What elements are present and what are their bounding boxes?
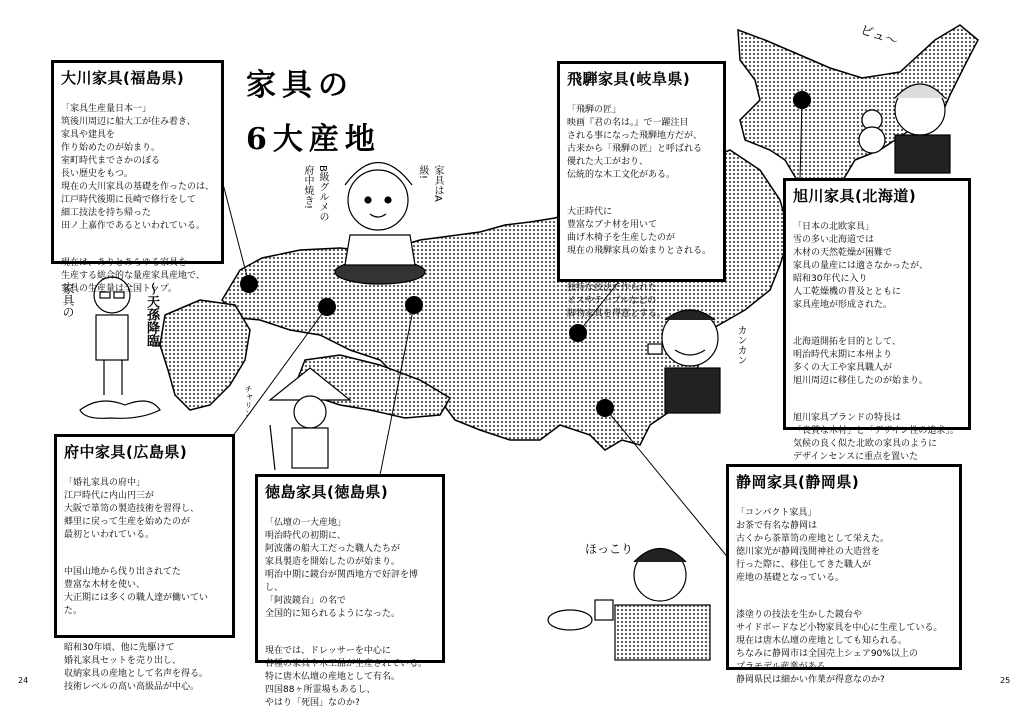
note-kankan: カンカン [735,325,746,365]
box-fuchu [54,434,235,692]
box-shizuoka-p2: 漆塗りの技法を生かした鏡台や サイドボードなど小物家具を中心に生産している。 現在は唐木仏壇の産地としても知られる。 ちなみに静岡市は全国売上シェア90%以上の プラモデル産業がある。 静岡県民は細かい作業が得意なのか? [736,610,943,685]
box-shizuoka-title: 静岡家具(静岡県) [736,473,860,491]
box-hida [557,61,726,319]
page-number-right: 25 [1000,676,1011,685]
note-god-of-furniture: 家具の [61,282,75,318]
maid-character [335,163,425,285]
box-asahikawa-p3: 旭川家具ブランドの特長は 「良質な木材」と「デザイン性の追求」。 気候の良く似た北欧の家具のように デザインセンスに重点を置いた [793,413,959,462]
box-hida-p1: 「飛騨の匠」 映画『君の名は。』で一躍注目 される事になった飛騨地方だが、 古来から「飛騨の匠」と呼ばれる 優れた大工がおり、 伝統的な木工文化がある。 [567,105,703,180]
box-hida-title: 飛騨家具(岐阜県) [567,70,691,88]
box-tokushima-title: 徳島家具(徳島県) [265,483,389,501]
box-fuchu-p3: 昭和30年頃、他に先駆けて 婚礼家具セットを売り出し、 収納家具の産地として名声を得る。 技術レベルの高い高級品が中心。 [64,643,209,692]
box-tokushima-p2: 現在では、ドレッサーを中心に 各種の家具や木工品が生産されている。 特に唐木仏壇の産地として有名。 四国88ヶ所霊場もあるし、 やはり「死国」なのか? [265,646,428,708]
leader-okawa [222,180,249,284]
box-fuchu-body [64,464,225,707]
note-a-class: 家具はA級! [417,165,443,202]
box-okawa-p1: 「家具生産量日本一」 筑後川周辺に船大工が住み着き、 家具や建具を 作り始めたのが始まり。 室町時代までさかのぼる 長い歴史をもつ。 現在の大川家具の基礎を作ったのは、 江戸時代後期に長崎で修行をして 細工技法を持ち帰った 田ノ上嘉作であるといわれている。 [61,104,215,231]
box-asahikawa [783,178,971,462]
box-okawa [51,60,224,294]
box-shizuoka [726,464,962,685]
leader-shizuoka [605,408,730,560]
box-tokushima-body [265,504,435,723]
note-b-gourmet: B級グルメの府中焼き! [302,165,328,222]
kyushu-landmass [160,300,250,410]
tea-girl-character [548,549,710,661]
box-shizuoka-body [736,494,952,700]
note-whoosh: ビュ〜 [857,22,900,51]
box-okawa-p2: 現在は、ありとあらゆる家具を 生産する総合的な量産家具産地で、 家具の生産量は全国トップ。 [61,258,205,294]
box-fuchu-p2: 中国山地から伐り出されてた 豊富な木材を使い、 大正期には多くの職人達が働いていた。 [64,567,209,616]
box-hida-body [567,91,716,334]
box-hida-p3: 独特な技法で作られた イスやテーブルなどの 脚物家具を得意とする。 [567,283,667,319]
box-tokushima-p1: 「仏壇の一大産地」 明治時代の初期に、 阿波藩の船大工だった職人たちが 家具製造を開始したのが始まり。 明治中期に鏡台が関西地方で好評を博し、 「阿波鏡台」の名で 全国的に知られるようになった。 [265,518,419,619]
page-title-line1: 家具の [246,68,354,103]
box-asahikawa-body [793,208,961,490]
note-hokkori: ほっこり [585,542,634,556]
box-asahikawa-p1: 「日本の北欧家具」 雪の多い北海道では 木材の天然乾燥が困難で 家具の量産には適さなかったが、 昭和30年代に入り 人工乾燥機の普及とともに 家具産地が形成された。 [793,222,929,310]
box-hida-p2: 大正時代に 豊富なブナ材を用いて 曲げ木椅子を生産したのが 現在の飛騨家具の始まりとされる。 [567,207,712,256]
page-number-left: 24 [18,676,29,685]
box-asahikawa-p2: 北海道開拓を目的として、 明治時代末期に本州より 多くの大工や家具職人が 旭川周辺に移住したのが始まり。 [793,337,929,386]
box-fuchu-title: 府中家具(広島県) [64,443,188,461]
box-fuchu-p1: 「婚礼家具の府中」 江戸時代に内山円三が 大阪で箪笥の製造技術を習得し、 郷里に戻って生産を始めたのが 最初といわれている。 [64,478,200,540]
note-tenson: 〜天孫降臨 [144,282,159,347]
box-asahikawa-title: 旭川家具(北海道) [793,187,917,205]
box-tokushima [255,474,445,708]
box-okawa-body [61,90,214,309]
page-title-line2: 6大産地 [246,122,381,157]
note-jingle: チャリン [244,385,253,417]
page-title [246,64,381,162]
box-okawa-title: 大川家具(福島県) [61,69,185,87]
box-shizuoka-p1: 「コンパクト家具」 お茶で有名な静岡は 古くから茶箪笥の産地として栄えた。 徳川家光が静岡浅間神社の大造営を 行った際に、移住してきた職人が 産地の基礎となっている。 [736,508,890,583]
